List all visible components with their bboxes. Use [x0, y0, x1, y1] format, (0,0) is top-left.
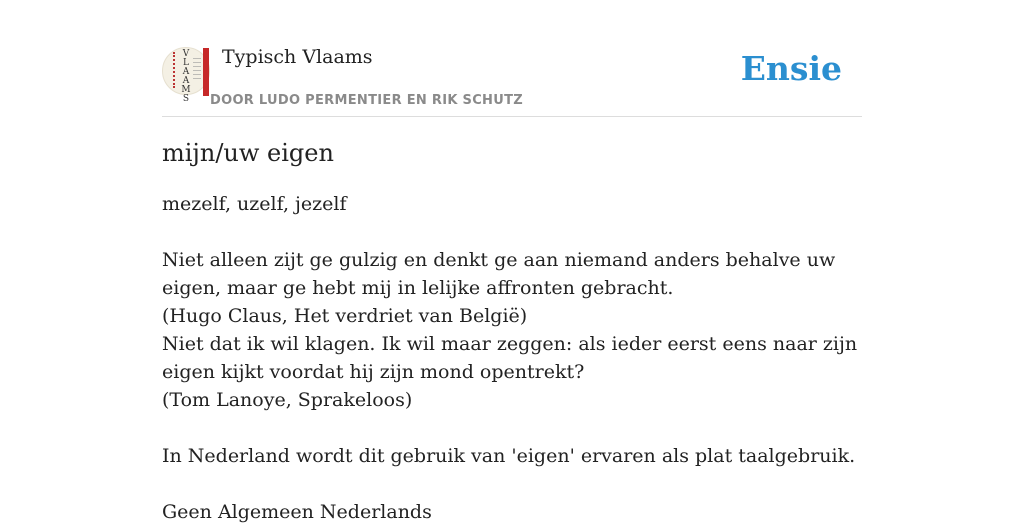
headword: mijn/uw eigen	[162, 139, 334, 167]
quote-source: (Hugo Claus, Het verdriet van België)	[162, 305, 528, 327]
logo-letter: V	[182, 49, 190, 59]
logo-letters	[181, 50, 191, 104]
logo-letter: A	[182, 76, 190, 86]
logo-letter: L	[183, 58, 189, 68]
spacer	[162, 470, 872, 498]
usage-label: Geen Algemeen Nederlands	[162, 501, 432, 523]
definition-text: mezelf, uzelf, jezelf	[162, 193, 347, 215]
ensie-brand-link[interactable]: Ensie	[740, 49, 842, 88]
spacer	[162, 218, 872, 246]
logo-lines	[193, 58, 201, 82]
content-container	[162, 0, 862, 523]
usage-note: In Nederland wordt dit gebruik van 'eigen' ervaren als plat taalgebruik.	[162, 445, 856, 467]
logo-stripe	[203, 48, 209, 96]
logo-dots	[173, 52, 179, 88]
quote-text: Niet alleen zijt ge gulzig en denkt ge aan niemand anders behalve uw eigen, maar ge hebt mij in lelijke affronten gebracht.	[162, 249, 836, 299]
byline: DOOR LUDO PERMENTIER EN RIK SCHUTZ	[210, 93, 523, 108]
logo-letter: S	[182, 94, 190, 104]
logo-letter: A	[182, 67, 190, 77]
definition-body	[162, 190, 872, 526]
logo-letter: M	[181, 85, 191, 95]
quote-source: (Tom Lanoye, Sprakeloos)	[162, 389, 413, 411]
quote-text: Niet dat ik wil klagen. Ik wil maar zeggen: als ieder eerst eens naar zijn eigen kijkt voordat hij zijn mond opentrekt?	[162, 333, 858, 383]
header	[162, 0, 862, 117]
book-title-link[interactable]: Typisch Vlaams	[222, 46, 373, 68]
spacer	[162, 414, 872, 442]
book-logo-icon[interactable]	[162, 47, 210, 104]
